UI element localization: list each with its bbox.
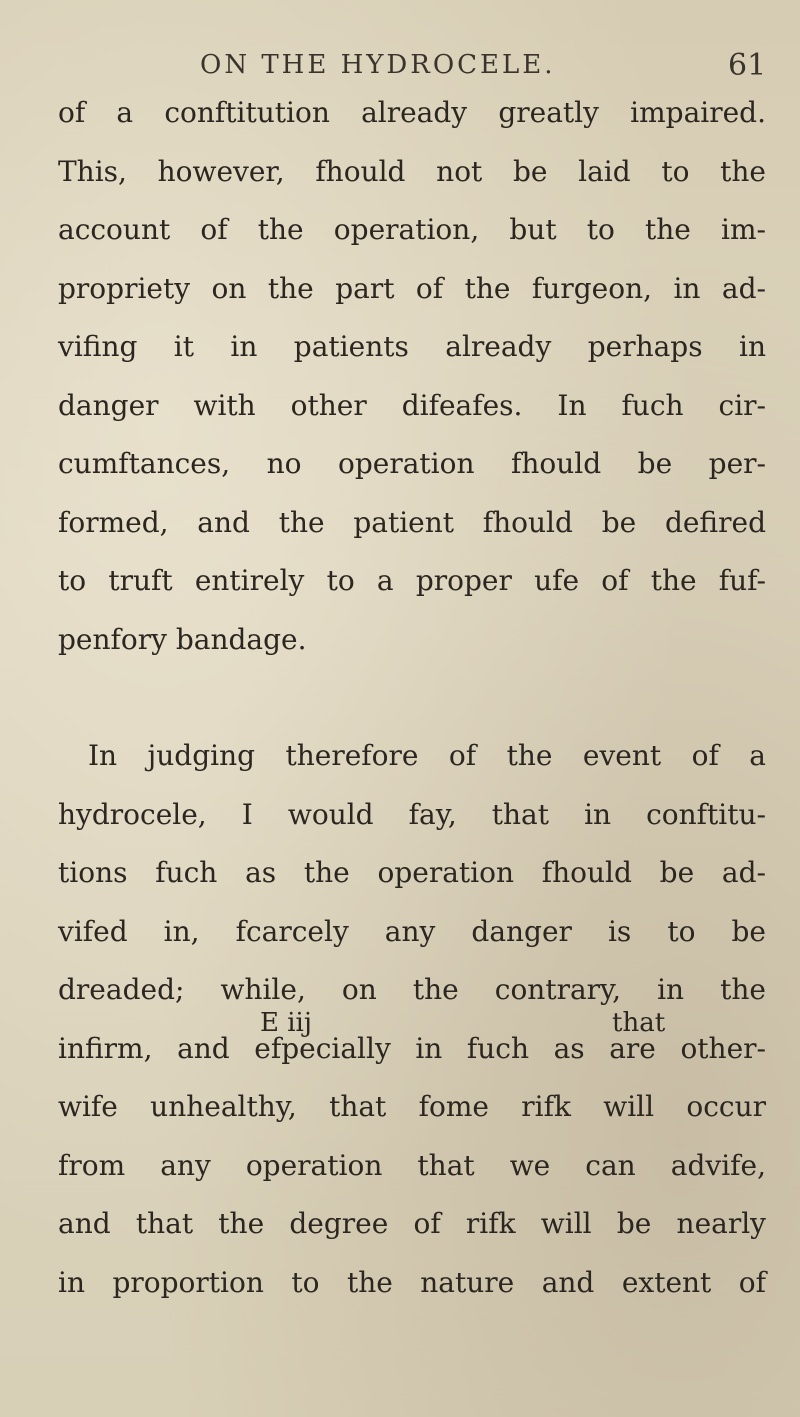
text-line: infirm, and efpecially in fuch as are other- bbox=[58, 1031, 766, 1065]
text-line: danger with other difeafes. In fuch cir- bbox=[58, 388, 766, 422]
text-line: formed, and the patient fhould be defired bbox=[58, 505, 766, 539]
text-line: tions fuch as the operation fhould be ad- bbox=[58, 856, 766, 889]
text-line: wife unhealthy, that fome rifk will occur bbox=[58, 1090, 766, 1123]
text-line: account of the operation, but to the im- bbox=[58, 213, 766, 246]
running-title: ON THE HYDROCELE. bbox=[200, 50, 556, 80]
text-line: dreaded; while, on the contrary, in the bbox=[58, 973, 766, 1006]
text-line: hydrocele, I would fay, that in conftitu- bbox=[58, 797, 766, 831]
paragraph-gap bbox=[58, 669, 766, 727]
paragraph-1 bbox=[58, 84, 766, 669]
text-line: penfory bandage. bbox=[58, 622, 307, 656]
text-line: in proportion to the nature and extent of bbox=[58, 1265, 766, 1299]
text-line: This, however, fhould not be laid to the bbox=[58, 154, 766, 188]
body-text bbox=[58, 84, 766, 1312]
catchword: that bbox=[612, 1008, 666, 1038]
signature-mark: E iij bbox=[260, 1008, 312, 1038]
text-line: from any operation that we can advife, bbox=[58, 1148, 766, 1182]
text-line: In judging therefore of the event of a bbox=[88, 739, 766, 772]
page-footer bbox=[0, 1008, 800, 1048]
text-line: cumftances, no operation fhould be per- bbox=[58, 447, 766, 480]
text-line: propriety on the part of the furgeon, in ad- bbox=[58, 271, 766, 305]
text-line: vifing it in patients already perhaps in bbox=[58, 330, 766, 363]
text-line: to truft entirely to a proper ufe of the fuf- bbox=[58, 564, 766, 597]
text-line: of a conftitution already greatly impaired. bbox=[58, 96, 766, 129]
page-number: 61 bbox=[728, 48, 767, 83]
text-line: and that the degree of rifk will be nearly bbox=[58, 1207, 766, 1240]
text-line: vifed in, fcarcely any danger is to be bbox=[58, 914, 766, 948]
